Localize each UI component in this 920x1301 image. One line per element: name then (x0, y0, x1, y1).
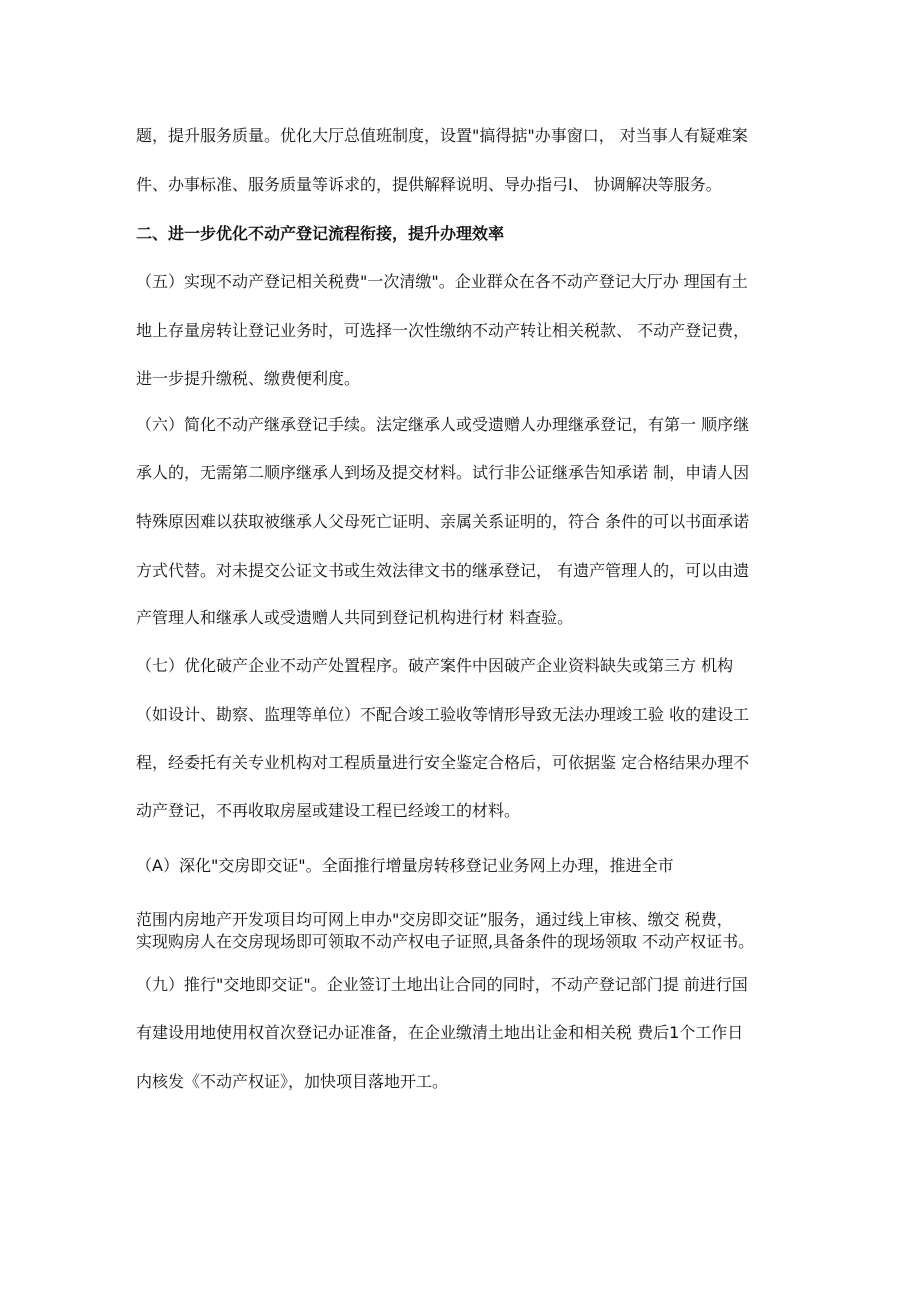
paragraph-line: 动产登记，不再收取房屋或建设工程已经竣工的材料。 (136, 801, 521, 820)
section-heading: 二、进一步优化不动产登记流程衔接，提升办理效率 (136, 224, 505, 243)
paragraph-line: 有建设用地使用权首次登记办证准备，在企业缴清土地出让金和相关税 费后1个工作日 (136, 1023, 744, 1042)
paragraph-line: 方式代替。对未提交公证文书或生效法律文书的继承登记， 有遗产管理人的，可以由遗 (136, 561, 750, 580)
paragraph-line: （A）深化"交房即交证"。全面推行增量房转移登记业务网上办理，推进全市 (136, 856, 674, 875)
paragraph-line: 进一步提升缴税、缴费便利度。 (136, 369, 361, 388)
paragraph-line: 件、办事标准、服务质量等诉求的，提供解释说明、导办指弓I、 协调解决等服务。 (136, 175, 722, 194)
paragraph-line: （六）简化不动产继承登记手续。法定继承人或受遗赠人办理继承登记，有第一 顺序继 (136, 415, 750, 434)
paragraph-line: 程，经委托有关专业机构对工程质量进行安全鉴定合格后，可依据鉴 定合格结果办理不 (136, 753, 750, 772)
paragraph-line: 特殊原因难以获取被继承人父母死亡证明、亲属关系证明的，符合 条件的可以书面承诺 (136, 512, 750, 531)
paragraph-line: 范围内房地产开发项目均可网上申办"交房即交证”服务，通过线上审核、缴交 税费， (136, 910, 733, 929)
paragraph-line: （如设计、勘察、监理等单位）不配合竣工验收等情形导致无法办理竣工验 收的建设工 (136, 705, 750, 724)
paragraph-line: 实现购房人在交房现场即可领取不动产权电子证照,具备条件的现场领取 不动产权证书。 (136, 932, 755, 951)
paragraph-line: 地上存量房转让登记业务时，可选择一次性缴纳不动产转让相关税款、 不动产登记费， (136, 321, 750, 340)
paragraph-line: 题，提升服务质量。优化大厅总值班制度，设置"搞得掂"办事窗口， 对当事人有疑难案 (136, 126, 748, 145)
paragraph-line: （七）优化破产企业不动产处置程序。破产案件中因破产企业资料缺失或第三方 机构 (136, 656, 734, 675)
paragraph-line: （五）实现不动产登记相关税费"一次清缴"。企业群众在各不动产登记大厅办 理国有土 (136, 272, 748, 291)
paragraph-line: 承人的，无需第二顺序继承人到场及提交材料。试行非公证继承告知承诺 制，申请人因 (136, 463, 750, 482)
paragraph-line: 产管理人和继承人或受遗赠人共同到登记机构进行材 料查验。 (136, 608, 574, 627)
paragraph-line: （九）推行"交地即交证"。企业签订土地出让合同的同时，不动产登记部门提 前进行国 (136, 975, 748, 994)
paragraph-line: 内核发《不动产权证》，加快项目落地开工。 (136, 1072, 449, 1091)
